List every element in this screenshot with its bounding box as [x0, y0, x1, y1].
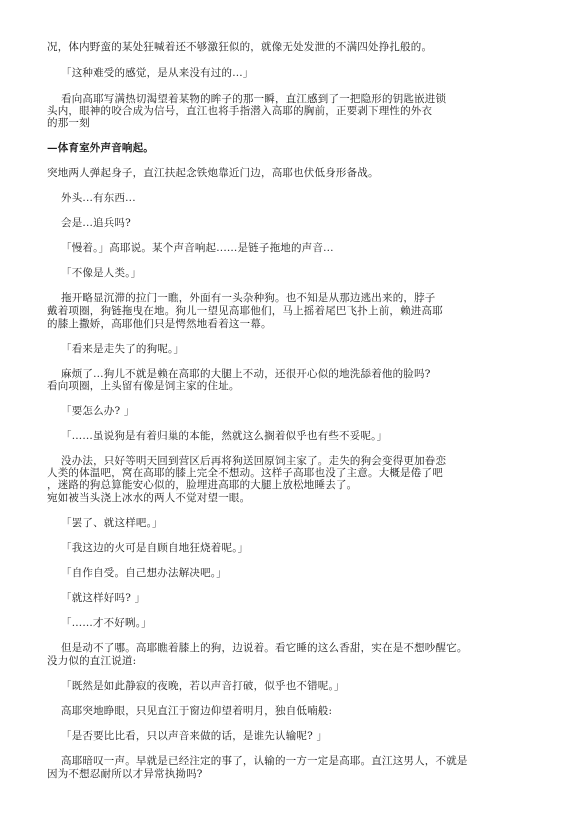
text-line: 但是动不了哪。高耶瞧着膝上的狗，边说着。看它睡的这么香甜，实在是不想吵醒它。 [61, 642, 468, 654]
text-line: 头内，眼神的咬合成为信号，直江也将手指潜入高耶的胸前，正要剥下理性的外衣 [47, 105, 433, 117]
text-line: 会是...追兵吗? [61, 217, 131, 229]
text-line: 麻烦了...狗儿不就是赖在高耶的大腿上不动，还很开心似的地洗舔着他的脸吗? [61, 368, 431, 380]
text-line: 戴着项圈，狗链拖曳在地。狗儿一望见高耶他们，马上摇着尾巴飞扑上前，赖进高耶 [47, 305, 443, 317]
text-line: 外头...有东西... [61, 192, 136, 204]
text-line: 宛如被当头浇上冰水的两人不觉对望一眼。 [47, 492, 251, 504]
text-line: 「慢着。」高耶说。某个声音响起......是链子拖地的声音... [61, 242, 334, 254]
text-line: 「要怎么办? 」 [61, 405, 135, 417]
text-line: 「既然是如此静寂的夜晚，若以声音打破，似乎也不错呢。」 [61, 680, 345, 692]
text-line: 「是否要比比看，只以声音来做的话，是谁先认输呢? 」 [61, 730, 328, 742]
text-line: 拖开略显沉滞的拉门一瞧，外面有一头杂种狗。也不知是从那边逃出来的，脖子 [61, 292, 436, 304]
text-line: —体育室外声音响起。 [47, 142, 154, 154]
text-line: 没力似的直江说道: [47, 655, 137, 667]
text-line: 突地两人弹起身子，直江扶起念铁炮靠近门边，高耶也伏低身形备战。 [47, 167, 379, 179]
text-line: 「看来是走失了的狗呢。」 [61, 343, 185, 355]
text-line: 「不像是人类。」 [61, 267, 142, 279]
text-line: 「自作自受。自己想办法解决吧。」 [61, 567, 227, 579]
text-line: 「就这样好吗? 」 [61, 592, 146, 604]
text-line: 的那一刻 [47, 117, 90, 129]
text-line: ，迷路的狗总算能安心似的，脸埋进高耶的大腿上放松地睡去了。 [47, 479, 358, 491]
text-line: 「这种难受的感觉，是从来没有过的...」 [61, 67, 254, 79]
text-line: 没办法，只好等明天回到营区后再将狗送回原饲主家了。走失的狗会变得更加眷恋 [61, 455, 447, 467]
text-line: 人类的体温吧，窝在高耶的膝上完全不想动。这样子高耶也没了主意。大概是倦了吧 [47, 467, 443, 479]
text-line: 高耶突地睁眼，只见直江于窗边仰望着明月，独自低喃般: [61, 705, 333, 717]
text-line: 看向高耶写满热切渴望着某物的眸子的那一瞬，直江感到了一把隐形的钥匙嵌进锁 [61, 93, 447, 105]
text-line: 「罢了、就这样吧。」 [61, 517, 163, 529]
text-line: 因为不想忍耐所以才异常执拗吗? [47, 768, 203, 780]
text-line: 况，体内野蛮的某处狂喊着还不够激狂似的，就像无处发泄的不满四处挣扎般的。 [47, 41, 433, 53]
text-line: 「......才不好咧。」 [61, 617, 152, 629]
text-line: 的膝上撒娇，高耶他们只是愕然地看着这一幕。 [47, 318, 272, 330]
text-line: 「......虽说狗是有着归巢的本能，然就这么搁着似乎也有些不妥呢。」 [61, 430, 388, 442]
text-line: 看向项圈，上头留有像是饲主家的住址。 [47, 380, 240, 392]
text-line: 高耶暗叹一声。早就是已经注定的事了，认输的一方一定是高耶。直江这男人，不就是 [61, 755, 468, 767]
text-line: 「我这边的火可是自顾自地狂烧着呢。」 [61, 542, 249, 554]
